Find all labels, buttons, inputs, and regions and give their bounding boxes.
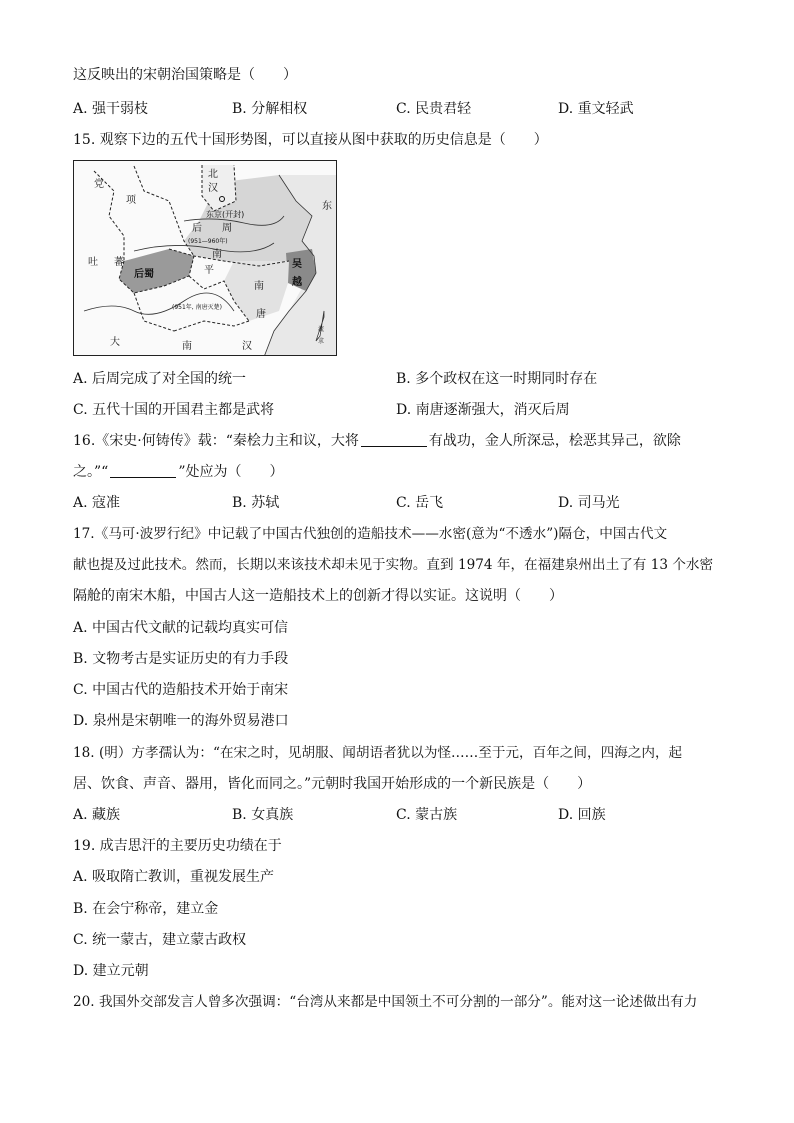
q17-line-2: 献也提及过此技术。然而，长期以来该技术却未见于实物。直到 1974 年，在福建泉州出土了有 13 个水密 <box>73 557 714 573</box>
q19-option-b: B. 在会宁称帝，建立金 <box>73 901 219 917</box>
map-label-dong: 东 <box>322 201 332 212</box>
q18-option-d: D. 回族 <box>558 807 606 823</box>
q16-text-d: ”处应为（ ） <box>178 464 284 480</box>
q16-blank <box>110 463 176 478</box>
q20-stem: 20. 我国外交部发言人曾多次强调：“台湾从来都是中国领土不可分割的一部分”。能对这一论述做出有力 <box>73 994 698 1010</box>
q14-option-c: C. 民贵君轻 <box>396 101 472 117</box>
q14-option-d: D. 重文轻武 <box>558 101 634 117</box>
q19-option-c: C. 统一蒙古，建立蒙古政权 <box>73 932 247 948</box>
map-label-tu: 吐 <box>88 257 98 268</box>
q16-line-2 <box>73 463 284 481</box>
border-line <box>134 293 174 331</box>
q17-line-1: 17.《马可·波罗行纪》中记载了中国古代独创的造船技术——水密(意为“不透水”)隔仓，中国古代文 <box>73 526 668 542</box>
q14-stem: 这反映出的宋朝治国策略是（ ） <box>73 67 297 83</box>
map-label-nanhan-nan: 南 <box>182 341 192 352</box>
map-label-da: 大 <box>110 337 120 348</box>
q17-option-c: C. 中国古代的造船技术开始于南宋 <box>73 682 289 698</box>
map-label-nan2: 南 <box>254 281 264 292</box>
q18-option-c: C. 蒙古族 <box>396 807 458 823</box>
q16-text-a: 16.《宋史·何铸传》载：“秦桧力主和议，大将 <box>73 433 359 449</box>
map-label-ping: 平 <box>204 265 214 276</box>
q17-line-3: 隔舱的南宋木船，中国古人这一造船技术上的创新才得以实证。这说明（ ） <box>73 588 563 604</box>
map-label-dongjing: 东京(开封) <box>206 210 245 219</box>
later-shu-region <box>119 249 194 293</box>
q14-option-a: A. 强干弱枝 <box>73 101 149 117</box>
map-label-fan: 蕃 <box>114 257 124 268</box>
map-label-years: (951—960年) <box>188 238 228 245</box>
q16-line-1 <box>73 432 681 450</box>
q18-option-a: A. 藏族 <box>73 807 121 823</box>
q17-option-d: D. 泉州是宋朝唯一的海外贸易港口 <box>73 713 289 729</box>
q15-option-a: A. 后周完成了对全国的统一 <box>73 371 247 387</box>
map-label-qiu: 求 <box>318 338 325 345</box>
map-label-nan1: 南 <box>212 249 222 260</box>
q16-text-c: 之。”“ <box>73 464 109 480</box>
border-line <box>174 321 249 331</box>
map-label-houshu: 后蜀 <box>134 269 154 280</box>
q17-option-b: B. 文物考古是实证历史的有力手段 <box>73 651 289 667</box>
q14-option-b: B. 分解相权 <box>232 101 308 117</box>
q16-text-b: 有战功，金人所深忌，桧恶其异己，欲除 <box>428 433 681 449</box>
q15-stem: 15. 观察下边的五代十国形势图，可以直接从图中获取的历史信息是（ ） <box>73 132 548 148</box>
map-label-liu: 流 <box>318 326 325 333</box>
q16-option-b: B. 苏轼 <box>232 495 280 511</box>
map-label-zhou: 周 <box>222 223 232 234</box>
q16-option-a: A. 寇准 <box>73 495 121 511</box>
map-label-yue: 越 <box>292 277 302 288</box>
q19-option-a: A. 吸取隋亡教训，重视发展生产 <box>73 869 275 885</box>
q15-option-b: B. 多个政权在这一时期同时存在 <box>396 371 598 387</box>
q18-option-b: B. 女真族 <box>232 807 294 823</box>
q15-option-d: D. 南唐逐渐强大，消灭后周 <box>396 402 570 418</box>
map-label-bei: 北 <box>208 169 218 180</box>
map-label-han: 汉 <box>208 183 218 194</box>
q17-option-a: A. 中国古代文献的记载均真实可信 <box>73 620 289 636</box>
map-label-wu: 吴 <box>292 259 302 270</box>
q16-blank <box>361 432 427 447</box>
map-label-xiang: 项 <box>126 195 136 206</box>
map-label-note: (951年, 南唐灭楚) <box>172 304 222 311</box>
q15-option-c: C. 五代十国的开国君主都是武将 <box>73 402 275 418</box>
q19-option-d: D. 建立元朝 <box>73 963 149 979</box>
map-label-nanhan-han: 汉 <box>242 341 252 352</box>
five-dynasties-map <box>73 160 337 356</box>
map-label-dang: 党 <box>94 179 104 190</box>
q18-line-1: 18. (明）方孝孺认为：“在宋之时，见胡服、闻胡语者犹以为怪……至于元，百年之间，四海之内，起 <box>73 745 683 761</box>
q16-option-d: D. 司马光 <box>558 495 620 511</box>
q19-stem: 19. 成吉思汗的主要历史功绩在于 <box>73 838 282 854</box>
map-label-hou: 后 <box>192 223 202 234</box>
q18-line-2: 居、饮食、声音、器用，皆化而同之。”元朝时我国开始形成的一个新民族是（ ） <box>73 776 592 792</box>
q16-option-c: C. 岳飞 <box>396 495 444 511</box>
map-label-tang: 唐 <box>256 309 266 320</box>
